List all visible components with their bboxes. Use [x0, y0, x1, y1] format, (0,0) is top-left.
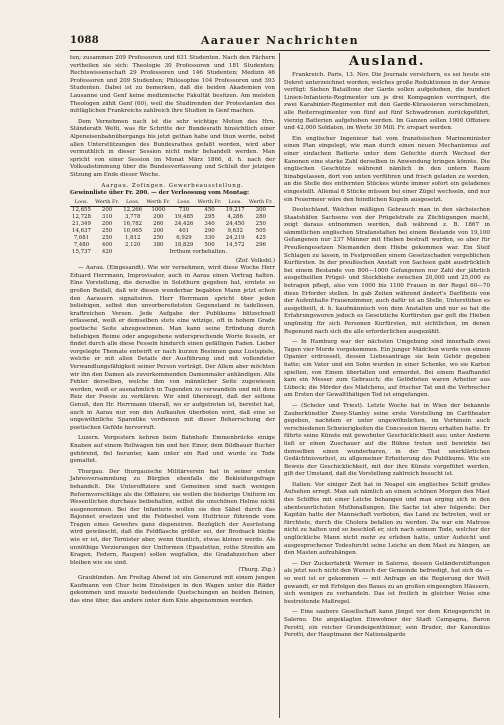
table-cell: 310: [101, 213, 113, 220]
table-row: [70, 235, 275, 242]
table-row: [70, 242, 275, 249]
table-cell: 7,681: [73, 234, 90, 241]
lottery-caption: Aargau. Zofingen. Gewerbeausstellung.: [101, 182, 244, 189]
table-cell: 250: [101, 234, 113, 241]
left-column: [70, 55, 275, 605]
running-header: [70, 36, 490, 51]
table-cell: 450: [204, 206, 215, 213]
table-cell: 16,782: [123, 220, 143, 227]
table-cell: 2,120: [124, 241, 141, 248]
table-cell: 425: [255, 234, 266, 241]
table-cell: 730: [178, 206, 190, 213]
table-row: [70, 214, 275, 221]
table-cell: 280: [255, 213, 266, 220]
table-cell: 380: [153, 241, 164, 248]
table-cell: 10,065: [123, 227, 143, 234]
newspaper-title: Aarauer Nachrichten: [200, 34, 360, 47]
table-cell: 200: [153, 227, 164, 234]
col-header: Loos.: [172, 199, 195, 207]
article-thurgau: Thurgau. Der thurgauische Militärverein hat in seiner ersten Jahresversammlung zu Bürglen ebenfalls die Bekleidungsfrage behandelt. Die Unteroffiziere und Gemeinen sind nach wenigen Reformvorschläge als die Offiziere; sie wollen die bisherige Uniform im Wesentlichen durchaus beibehalten, selbst die unschönen Helme nicht ausgenommen. Bei der Infanterie wollen sie den Säbel durch das Bajonnet ersetzen und die Feldwebel vom Huttrieur führende vom Tragen eines Gewehrs ganz dispensiren. Bezüglich der Ausrüstung wird gewünscht, daß die Feldflasche größer sei, der Brodsack bleibe wie er ist, der Tornister aber, wenn thunlich, etwas kleiner werde. Als unnöthige Verzierungen der Uniformen (Epauletten, rothe Streifen am Kragen, Federn, Raupen) sollen wegfallen, die Gradabzeichen aber bleiben wie sie sind.: [70, 468, 275, 566]
table-cell: 19,217: [225, 206, 245, 213]
lottery-source: (Zof. Volksbl.): [235, 257, 275, 264]
table-cell: 1000: [151, 206, 166, 213]
table-row: [70, 249, 275, 256]
table-cell: 200: [101, 220, 113, 227]
table-row: [70, 221, 275, 228]
table-cell: 250: [101, 227, 113, 234]
table-cell: 14,637: [72, 227, 91, 234]
table-cell: 15,737: [72, 248, 91, 255]
table-cell: 24,426: [174, 220, 194, 227]
article-salerno-court: — Eine saubere Gesellschaft kann jüngst vor dem Kriegsgericht in Salerno. Die angeklagten Einwohner der Stadt Campagna, Baron Perotti, ein reicher Grundeigenthümer, sein Bruder, der Kanonikus Perotti, der Hauptmann der Nationalgarde: [284, 609, 490, 639]
table-cell: 250: [255, 220, 266, 227]
table-cell: 500: [204, 241, 215, 248]
table-cell: 6,929: [176, 234, 192, 241]
table-cell: 21,349: [72, 220, 91, 227]
table-cell: 12,655: [72, 206, 91, 213]
table-cell: 3,778: [124, 213, 141, 220]
table-cell: 200: [153, 213, 164, 220]
table-cell: 401: [178, 227, 190, 234]
article-frankreich: Frankreich. Paris, 13. Nov. Die Journale versichern, es sei heute ein Dekret unterzeichnet worden, welches große Reduktionen in der Armee verfügt: Sieben Bataillone der Garde sollen aufgehoben, die hundert Linien-Infanterie-Regimenter um je drei Kompagnien verringert, die zwei Karabinier-Regimenter mit den Garde-Kürassieren verschmolzen, alle Reiterregimenter von fünf auf fünf Schwadronen zurückgeführt, vierzig Batterien aufgehoben werden. Im Ganzen sollen 1900 Offiziere und 42,000 Soldaten, im Werte 30 Mill. Fr. erspart werden.: [284, 72, 490, 132]
article-engineer: Ein englischer Ingenieur hat vom französischen Marineminister einen Plan eingelegt, wie man durch einen neuen Mechanismus auf einer einfachen Batterie unter dem Gefechte durch Wechsel der Kanonen eine starke Zahl derselben in Anwendung bringen könnte. Die englischen Geschütze während nämlich in den untern Raum hinabgelassen, dort von unten verführen und frisch geladen zu werden, an die Stelle des entfernten Stückes würde immer sofort ein geladenes eingestellt. Allemal 6 Stücke müssen bei einer Zügel wechseln, und nur ein Feuermeer wäre den feindlichen Kugeln ausgesetzt.: [284, 135, 490, 203]
table-cell: 340: [204, 220, 215, 227]
table-row: [70, 206, 275, 214]
article-hamburg: — In Hamburg war der nächsten Umgebung sind innerhalb zwei Tagen vier Morde vorgekommen. Ein junger Mädchen wurde von einem Opanier erdrosselt, dessen Liebesantrage sie kein Gehör gegeben hatte; ein Vater und ein Sohn wurden in einer Schenke, wo sie Karten spielten, von Einem überfallen und ermordet. Bei einem Raufhandel kam ein Messer zum Gebrauch; die Getödteten waren Arbeiter aus Lübeck; die Mörder des Mädchens, auf frischer Tat und die Verbrecher am Ersten der Gewaltthätigen Tod ist eingefangen.: [284, 339, 490, 399]
table-cell: 18,829: [174, 241, 194, 248]
article-aarau-improvisator: — Aarau. (Eingesandt). Wie wir vernehmen, wird diese Woche Herr Eduard Herrmann, Improvisator, auch in Aarau einen Vortrag halten. Eine Vorstellung, die derselbe in Solothurn gegeben hat, erntete so großen Beifall, daß wir diesen wunderbar begabten Mann jetzt schon den Aarauern signalisiren. Herr Herrmann spricht über jeden beliebigen, selbst den unvorbereitetsten Gegenstand in tadellosen, kraftreichen Versen. Jede Aufgabe der Publikums blitzschnell erfassend, weiß er demselben stets eine witzige, oft in hohem Grade poetische Seite abzugewinnen. Man kann seine Erfindung durch beliebigen Reime oder angegebene widersprechende Worte fesseln, er findet durch alle diese Fesseln hindurch einen gefälligen Faden. Lieber vorgelegte Themate entwirft er nach kurzen Besinnen ganz Lustspiele, welche er mit allen Details der Ausführung und mit vollendeter Verwandlungsfähigkeit seiner Person vorträgt. Der Allem aber möchten wir ihn den Damen als zuvorkommenden Damenmaler anhändigen. Alle Fehler derselben, welche ihm von männlicher Seite zugewiesen werden, weiß er ausnahmlich in Tugenden zu verwandeln und mit dem Reiz der Poesie zu verklären. Wir sind überzeugt, daß der seltene Genuß, den Hr. Herrmann überall, wo er aufgetreten ist, bereitet hat, auch in Aarau nur von den Aufkaufen überboten wird, daß eine so ungewöhnliche Spannlike verdienen mit dieser Beherrschung der poetischen Gefilde hervorruft.: [70, 265, 275, 431]
col-header: Werth Fr.: [247, 199, 275, 207]
right-column: [284, 55, 490, 640]
column-divider: [279, 53, 280, 718]
table-cell: 420: [101, 248, 113, 255]
article-luzern: Luzern. Vorgestern kehren beim Bahnhofe Emmenbrücke einige Knaben auf einem Rollwagen hin und her. Einer, dem Bildhauer Bucher gehörend, fiel herunter, kam unter ein Rad und wurde zu Tode gemaltet.: [70, 435, 275, 465]
table-cell: 12,266: [123, 206, 143, 213]
table-cell: 200: [101, 206, 113, 213]
table-cell: 300: [255, 206, 266, 213]
article-alpine-railway: Dem Vernehmen nach ist die sehr wichtige Motion des Hrn. Ständerath Welti, was für Schritte der Bundesrath hinsichtlich einer Alpeneisenbahnübergangs bis jetzt gethan habe und thun werde, nebst allen Unterstützungen des Bundesrathes gefaßt worden, wird aber vermuthlich in dieser Session nicht mehr behandelt werden. Man spricht von einer Session im Monat März 1866, d. h. nach der Volksabstimmung über die Bundesverfassung und Schluß der jetzigen Sitzung am Ende dieser Woche.: [70, 118, 275, 178]
table-cell: 1,812: [124, 234, 141, 241]
article-deutschland: Deutschland. Welchen mäßigen Gebrauch man in den sächsischen Staatshäfen Sachsens von der Prügelstrafe zu Züchtigungen macht, zeigt daraus entnommen werden, daß während z. B. 1867 in sämmtlichen englischen Strafanstalten bei einem Bestande von 19,100 Gefangenen nur 237 Männer mit Hieben bestraft wurden, so aber für Preußengesetzen Niemanden dem Hiebe gekommen war. Ein Steif Schlagen zu lassen, in Festpreußen einem Gesetzschaden vergeblichen Kurfürsten. In der preußischen Anstalt von Sachsen gabt ausdrücklich bei einem Bestande von 800—1000 Gefangenen nur Zahl der jährlich ausgetheilten Prügel- und Stockhiebe zwischen 20,000 und 25,000 zu betragen pflegt, also von 1000 bis 1100 Frauen in der Regel 60—70 diese Erforder stellen. In gab Zeiten während ändert's Darltheils von der Aufenthalte Frauenzimmer, auch dafür ist an Stelle, Unterstühen es ausgetheilt, d. h. kaufmännisch von dem Anstalten und nur so hat die Erfahrungsworen jedoch es Gesetzliche Kurfürsten gar gelt die Hieben ungünstig für sich Personen Kurfürsten, mit sichtlichen, im denen Regenund nach sich die alle erforderlichen ausgezählt.: [284, 207, 490, 335]
table-cell: 19,485: [174, 213, 194, 220]
col-header: Loos.: [224, 199, 247, 207]
thurgau-source: (Thurg. Ztg.): [238, 567, 275, 574]
article-universities: ten; zusammen 209 Professoren und 631 Studenten. Nach den Fächern vertheilen sie sich: Theologie 30 Professoren und 181 Studenten; Rechtswissenschaft 29 Professoren und 146 Studenten; Medizin 46 Professoren und 209 Studenten; Philosophie 104 Professoren und 393 Studenten. Dabei ist zu bemerken, daß die beiden Akademien von Lausanne und Genf keine medizinische Fakultät besitzen. Am meisten Theologen zählt Genf (60), weil die Studirenden der Protestanten des mittäglichen Frankreichs zahlreich ihre Studien in Genf machen.: [70, 55, 275, 115]
table-cell: 330: [204, 234, 215, 241]
article-italien: Italien. Vor einiger Zeit hat in Neapel ein englisches Schiff großes Aufsehen erregt. Man sah nämlich an einem schönen Morgen den Mast des Schiffes mit einer Leiche behangen und man erging sich in den abenteuerlichsten Muthmaßungen. Die Sache ist aber folgende: Der Kapitän hatte der Mannschaft verboten, das Land zu betreten, weil er fürchtete, durch die Cholera befallen zu werden. Da war ein Matrose nicht zu halten und so beschloß er, sich nach seinem Tode, welcher der unglückliche Mann nicht mehr zu erleben hatte, unter Aufsicht und ausgesprochener Todesfurcht seine Leiche an dem Mast zu hängen, an den Masten aufzuhängen.: [284, 481, 490, 557]
table-cell: 400: [101, 241, 113, 248]
table-cell: 7,480: [73, 241, 90, 248]
article-wien: — (Scheler und Triest). Letzte Woche hat in Wien der bekannte Zauberkünstler Zwey-Stanley seine erste Vorstellung im Carltheater gegeben, nachdem er unter ungewöhnlichen, im Vorhinein auch verschiedenen Schwierigkeiten die Concession hierzu erhalten hatte. Er führte seine Künste mit gewohnter Geschicklichkeit aus; unter Anderm ließ er einen Zuschauer auf die Bühne treten und bewirkte bei demselben einen wunderbaren, in der That unerklärlichen Gedächtnisverlust, zu allgemeiner Erheiterung des Publikums. Wie ein Beweis der Geschicklichkeit, mit der ihre Künste vorgeführt werden, gilt der Umstand, daß die Vorstellung zahlreich besucht ist.: [284, 402, 490, 478]
table-cell: 505: [255, 227, 266, 234]
page-number: 1088: [70, 35, 100, 46]
table-cell: 260: [153, 220, 164, 227]
table-cell: 290: [204, 227, 215, 234]
table-cell: 296: [255, 241, 266, 248]
table-note: Irrthum vorbehalten.: [169, 248, 227, 255]
table-cell: 9,632: [227, 227, 243, 234]
table-cell: 295: [204, 213, 215, 220]
col-header: Loos.: [70, 199, 93, 207]
lottery-header-row: [70, 199, 275, 207]
article-salerno-fabrik: — Der Zuckerfabrik Werner in Salerno, dessen Geländerstiftungen als jetzt noch nicht den Wunsch der Gemeinde befriedigt, hat sich da — so weit ist er gekommen — mit Anfrage an die Regierung der Welt gewandt, er mit Erfolgen des Baues zu an großen eingeengten Häusern, sich wenigen zu verhandeln. Das ist freilich in gleicher Weise eine bestreitende Maßregel.: [284, 560, 490, 605]
article-graubuenden: Graubünden. Am Freitag Abend ist ein Gonerund mit einem jungen Kaufmann von Chur beim Einsteigen in den Wagen unter die Räder gekommen und musste bedeutende Quetschungen an beiden Beinen, das eine über, das andere unter dem Knie abgenommen werden.: [70, 575, 275, 604]
col-header: Loos.: [121, 199, 144, 207]
col-header: Werth Fr.: [93, 199, 121, 207]
table-cell: 12,728: [72, 213, 91, 220]
table-cell: 250: [153, 234, 164, 241]
col-header: Werth Fr.: [195, 199, 223, 207]
table-cell: 14,572: [225, 241, 245, 248]
section-title-ausland: Ausland.: [348, 54, 426, 69]
lottery-table: [70, 199, 275, 256]
table-row: [70, 228, 275, 235]
table-cell: 4,286: [227, 213, 243, 220]
table-cell: 24,219: [225, 234, 245, 241]
lottery-title: Gewinnliste über Fr. 200. — der Verloosung vom Montag:: [70, 190, 250, 197]
col-header: Werth Fr.: [144, 199, 172, 207]
table-cell: 24,450: [225, 220, 245, 227]
